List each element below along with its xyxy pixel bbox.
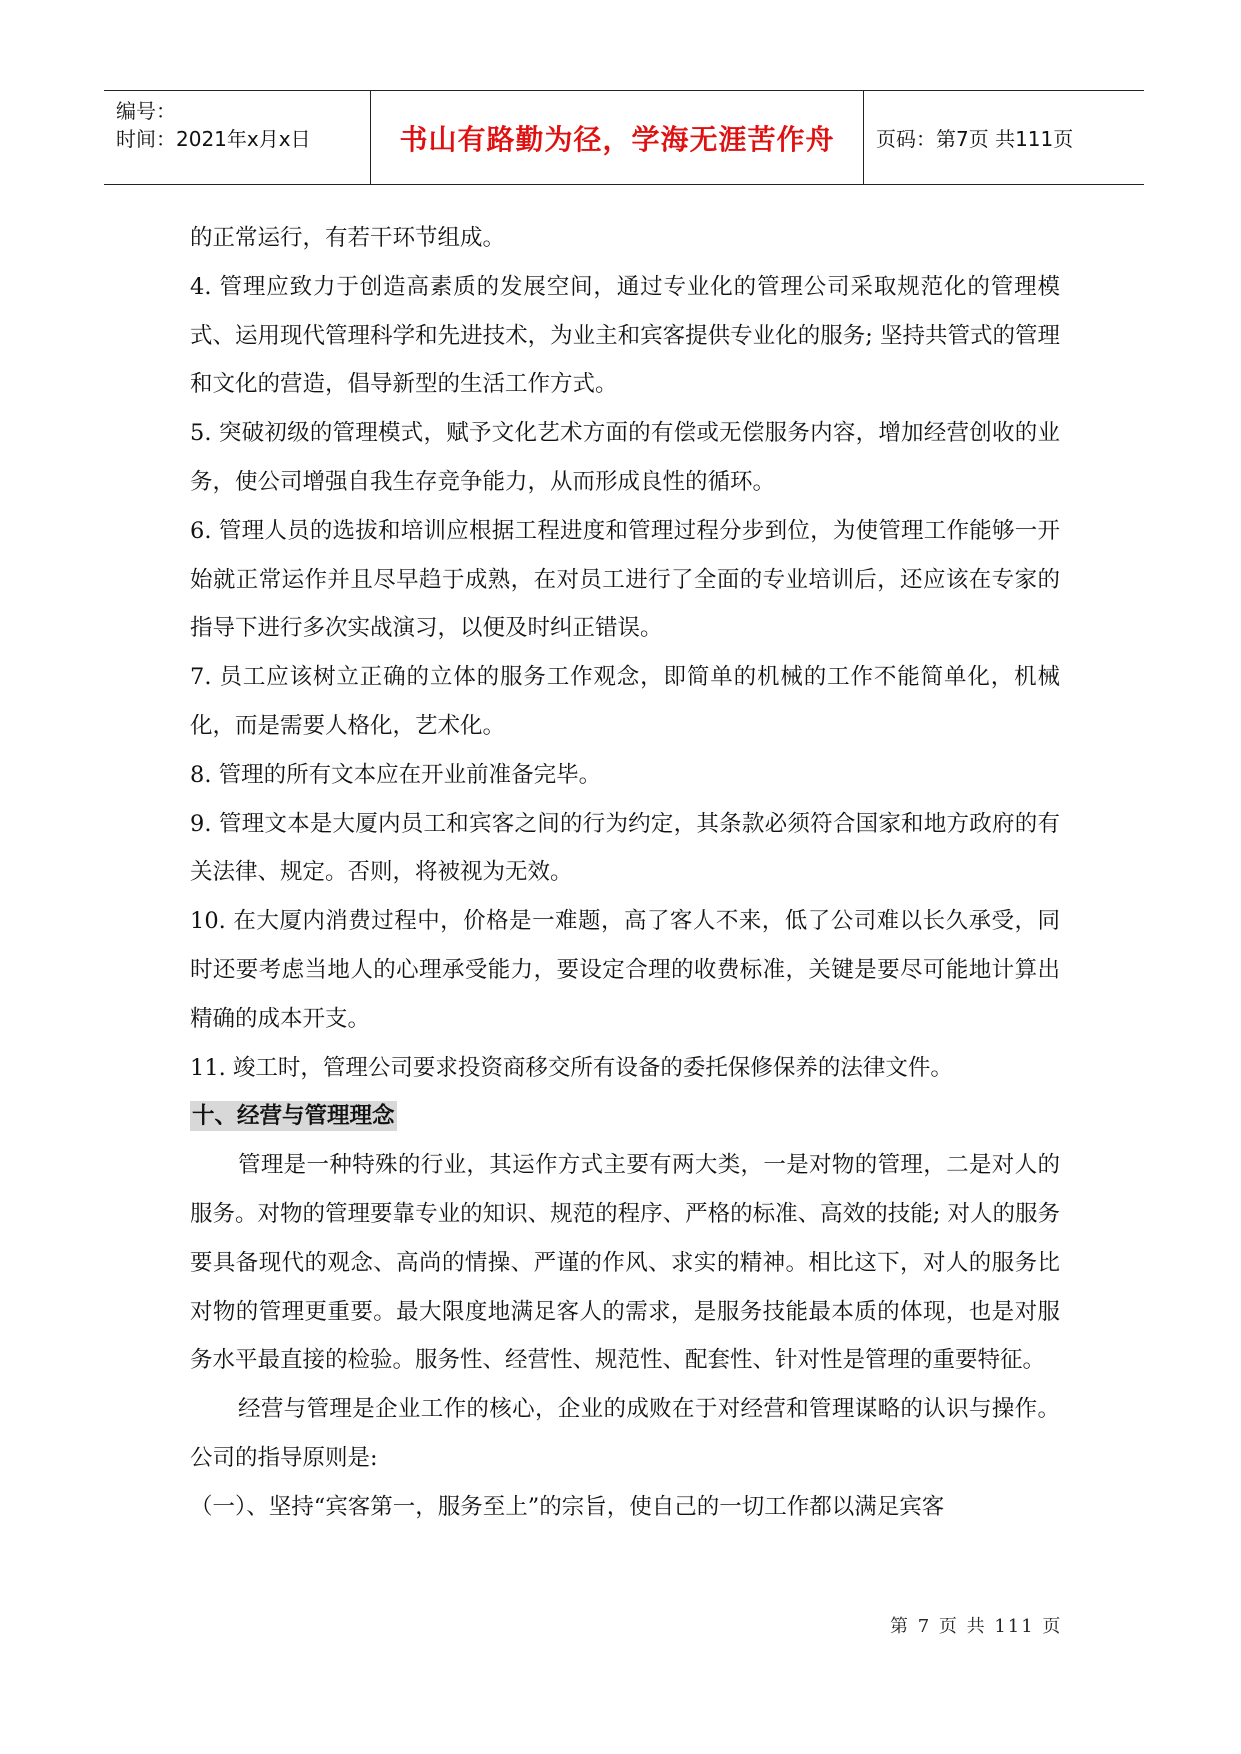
section-paragraph: 管理是一种特殊的行业，其运作方式主要有两大类，一是对物的管理，二是对人的服务。对物的管理要靠专业的知识、规范的程序、严格的标准、高效的技能; 对人的服务要具备现代的观念、高尚的情操、严谨的作风、求实的精神。相比这下，对人的服务比对物的管理更重要。最大限度地满足客人的需求，是服务技能最本质的体现，也是对服务水平最直接的检验。服务性、经营性、规范性、配套性、针对性是管理的重要特征。 xyxy=(190,1152,1060,1374)
paragraph: 的正常运行，有若干环节组成。 xyxy=(190,225,506,251)
paragraph: 5. 突破初级的管理模式，赋予文化艺术方面的有偿或无偿服务内容，增加经营创收的业务，使公司增强自我生存竞争能力，从而形成良性的循环。 xyxy=(190,420,1060,495)
paragraph: 9. 管理文本是大厦内员工和宾客之间的行为约定，其条款必须符合国家和地方政府的有关法律、规定。否则，将被视为无效。 xyxy=(190,810,1060,886)
page-footer: 第 7 页 共 111 页 xyxy=(890,1616,1063,1637)
document-time-label: 时间：2021年x月x日 xyxy=(116,127,311,151)
paragraph: 7. 员工应该树立正确的立体的服务工作观念，即简单的机械的工作不能简单化，机械化，而是需要人格化，艺术化。 xyxy=(190,664,1060,739)
section-paragraph: 经营与管理是企业工作的核心，企业的成败在于对经营和管理谋略的认识与操作。公司的指导原则是: xyxy=(190,1396,1060,1471)
header-left-cell xyxy=(104,91,370,184)
section-heading-text: 十、经营与管理理念 xyxy=(192,1103,395,1130)
header-motto-cell xyxy=(370,91,864,184)
header-motto: 书山有路勤为径，学海无涯苦作舟 xyxy=(399,122,835,156)
last-line: （一）、坚持“宾客第一，服务至上”的宗旨，使自己的一切工作都以满足宾客 xyxy=(190,1493,945,1520)
section-heading xyxy=(190,1092,1060,1141)
header-right-cell xyxy=(864,91,1144,184)
page-header xyxy=(104,90,1144,185)
document-body xyxy=(190,214,1060,1532)
paragraph: 6. 管理人员的选拔和培训应根据工程进度和管理过程分步到位，为使管理工作能够一开始就正常运作并且尽早趋于成熟，在对员工进行了全面的专业培训后，还应该在专家的指导下进行多次实战演习，以便及时纠正错误。 xyxy=(190,517,1060,642)
paragraph: 11. 竣工时，管理公司要求投资商移交所有设备的委托保修保养的法律文件。 xyxy=(190,1054,953,1081)
paragraph: 4. 管理应致力于创造高素质的发展空间，通过专业化的管理公司采取规范化的管理模式、运用现代管理科学和先进技术，为业主和宾客提供专业化的服务; 坚持共管式的管理和文化的营造，倡导新型的生活工作方式。 xyxy=(190,273,1060,398)
header-page-info: 页码：第7页 共111页 xyxy=(876,127,1074,151)
paragraph: 8. 管理的所有文本应在开业前准备完毕。 xyxy=(190,761,602,788)
paragraph: 10. 在大厦内消费过程中，价格是一难题，高了客人不来，低了公司难以长久承受，同时还要考虑当地人的心理承受能力，要设定合理的收费标准，关键是要尽可能地计算出精确的成本开支。 xyxy=(190,908,1060,1032)
document-number-label: 编号： xyxy=(116,99,176,123)
